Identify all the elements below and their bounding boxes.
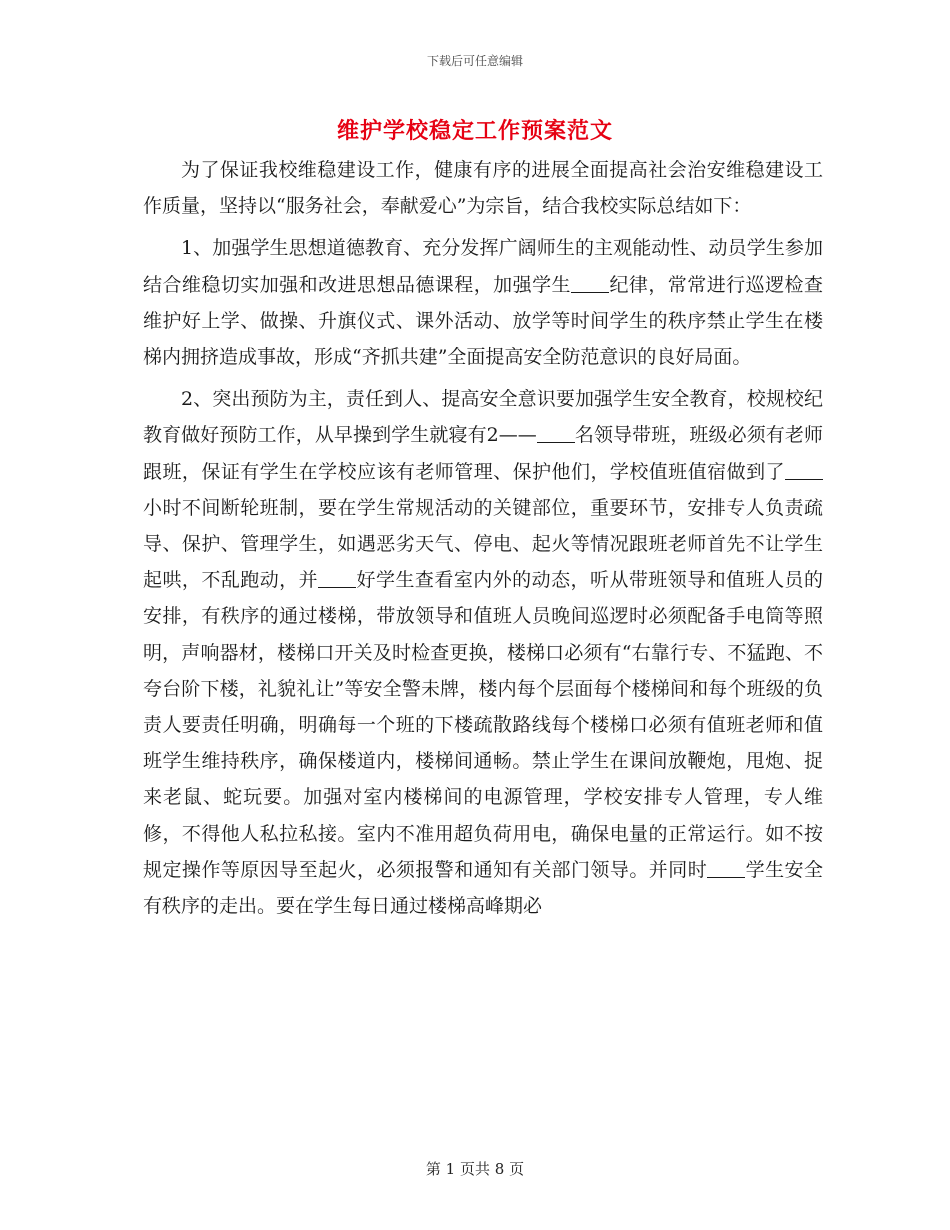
item-1-text-b: 纪律，常常进行巡逻检查维护好上学、做操、升旗仪式、课外活动、放学等时间学生的秩序禁止学生在楼梯内拥挤造成事故，形成“齐抓共建”全面提高安全防范意识的良好局面。 [143,273,823,369]
item-2-text-b: 名领导带班，班级必须有老师跟班，保证有学生在学校应该有老师管理、保护他们，学校值班值宿做到了 [143,424,823,483]
item-1-paragraph [143,230,823,375]
item-2-paragraph [143,381,823,924]
item-2-text-c: 小时不间断轮班制，要在学生常规活动的关键部位，重要环节，安排专人负责疏导、保护、管理学生，如遇恶劣天气、停电、起火等情况跟班老师首先不让学生起哄，不乱跑动，并 [143,496,823,592]
fill-blank [571,273,609,293]
document-title: 维护学校稳定工作预案范文 [336,118,613,144]
fill-blank [318,568,356,588]
intro-text: 为了保证我校维稳建设工作，健康有序的进展全面提高社会治安维稳建设工作质量，坚持以“服务社会，奉献爱心”为宗旨，结合我校实际总结如下： [143,159,823,218]
intro-paragraph [143,152,823,224]
page-footer: 第 1 页共 8 页 [425,1160,525,1178]
item-1-text-a: 1、加强学生思想道德教育、充分发挥广阔师生的主观能动性、动员学生参加结合维稳切实加强和改进思想品德课程，加强学生 [143,237,823,296]
fill-blank [707,858,745,878]
item-2-text-d: 好学生查看室内外的动态，听从带班领导和值班人员的安排，有秩序的通过楼梯，带放领导和值班人员晚间巡逻时必须配备手电筒等照明，声响器材，楼梯口开关及时检查更换，楼梯口必须有“右靠行专、不猛跑、不夸台阶下楼，礼貌礼让”等安全警未牌，楼内每个层面每个楼梯间和每个班级的负责人要责任明确，明确每一个班的下楼疏散路线每个楼梯口必须有值班老师和值班学生维持秩序，确保楼道内，楼梯间通畅。禁止学生在课间放鞭炮，甩炮、捉来老鼠、蛇玩要。加强对室内楼梯间的电源管理，学校安排专人管理，专人维修，不得他人私拉私接。室内不准用超负荷用电，确保电量的正常运行。如不按规定操作等原因导至起火，必须报警和通知有关部门领导。并同时 [143,569,823,881]
fill-blank [537,423,575,443]
fill-blank [785,460,823,480]
item-2-text-e: 学生安全有秩序的走出。要在学生每日通过楼梯高峰期必 [143,858,823,918]
item-2-text-a: 2、突出预防为主，责任到人、提高安全意识要加强学生安全教育，校规校纪教育做好预防工作，从早操到学生就寝有2—— [143,388,823,447]
header-note: 下载后可任意编辑 [426,54,523,68]
document-body [143,152,823,924]
